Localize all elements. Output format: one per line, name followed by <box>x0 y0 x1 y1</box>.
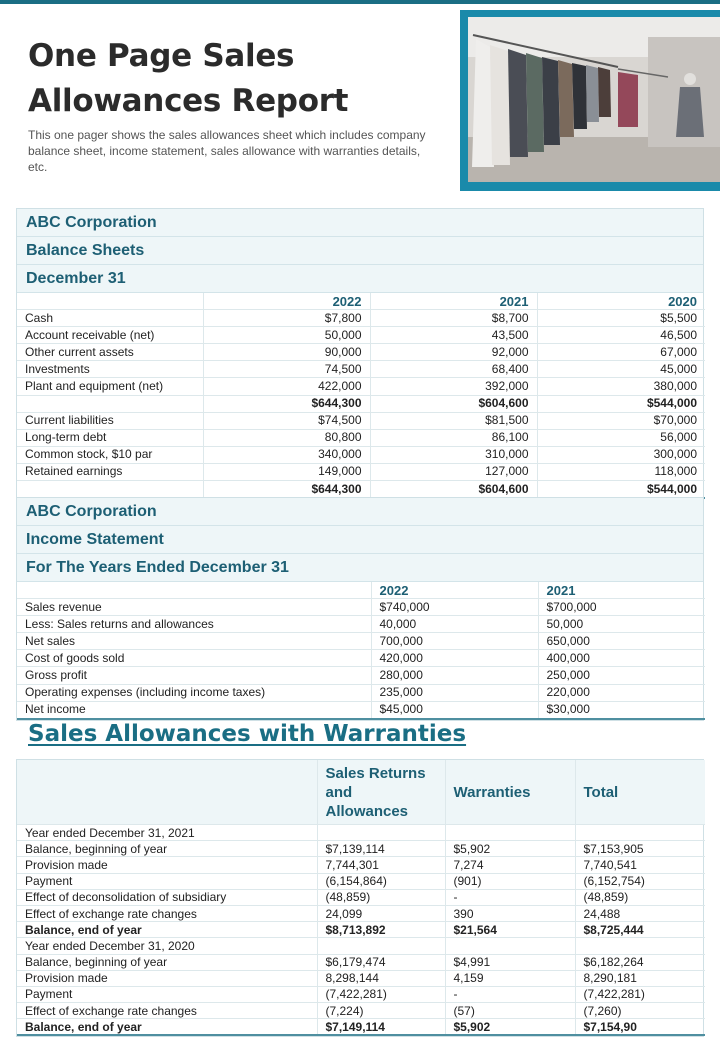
table-row <box>17 841 705 857</box>
row-value: - <box>445 986 575 1002</box>
row-value: 50,000 <box>538 616 705 633</box>
row-value: 7,740,541 <box>575 857 705 873</box>
column-header: 2021 <box>538 582 705 599</box>
row-value: 250,000 <box>538 667 705 684</box>
row-value: (6,152,754) <box>575 873 705 889</box>
table-row <box>17 1019 705 1036</box>
row-value: 422,000 <box>203 378 370 395</box>
table-row <box>17 361 705 378</box>
column-header: 2022 <box>371 582 538 599</box>
table-row <box>17 970 705 986</box>
balance-title: Balance Sheets <box>17 237 703 265</box>
row-label: Current liabilities <box>17 412 203 429</box>
table-row <box>17 633 705 650</box>
row-value: 80,800 <box>203 429 370 446</box>
column-header-row <box>17 293 705 310</box>
table-row <box>17 395 705 412</box>
row-label: Common stock, $10 par <box>17 446 203 463</box>
row-label <box>17 395 203 412</box>
row-label: Account receivable (net) <box>17 327 203 344</box>
row-value: 7,744,301 <box>317 857 445 873</box>
column-header: 2022 <box>203 293 370 310</box>
page-title-line1: One Page Sales <box>28 38 295 74</box>
page-title <box>28 34 448 124</box>
row-value: $604,600 <box>370 395 537 412</box>
table-row <box>17 378 705 395</box>
row-value: $604,600 <box>370 481 537 499</box>
column-header <box>17 582 371 599</box>
row-value: 40,000 <box>371 616 538 633</box>
row-label: Cash <box>17 310 203 327</box>
row-value: 392,000 <box>370 378 537 395</box>
row-value: $30,000 <box>538 701 705 719</box>
table-row <box>17 905 705 921</box>
page-title-line2: Allowances Report <box>28 83 349 119</box>
row-label: Provision made <box>17 970 317 986</box>
row-label: Effect of deconsolidation of subsidiary <box>17 889 317 905</box>
row-value: 280,000 <box>371 667 538 684</box>
top-accent-bar <box>0 0 720 4</box>
row-label: Effect of exchange rate changes <box>17 1003 317 1019</box>
column-header: Sales Returns and Allowances <box>317 760 445 825</box>
row-value: (901) <box>445 873 575 889</box>
row-value: $8,725,444 <box>575 922 705 938</box>
row-value: 118,000 <box>537 463 705 480</box>
table-row <box>17 954 705 970</box>
row-value: $700,000 <box>538 599 705 616</box>
row-value: 43,500 <box>370 327 537 344</box>
table-row <box>17 825 705 841</box>
row-value: $7,154,90 <box>575 1019 705 1036</box>
row-label: Other current assets <box>17 344 203 361</box>
income-company: ABC Corporation <box>17 498 703 526</box>
row-value: 46,500 <box>537 327 705 344</box>
row-value: $544,000 <box>537 395 705 412</box>
row-value: 74,500 <box>203 361 370 378</box>
row-label: Balance, end of year <box>17 1019 317 1036</box>
row-value: (7,422,281) <box>317 986 445 1002</box>
row-label: Sales revenue <box>17 599 371 616</box>
row-label: Cost of goods sold <box>17 650 371 667</box>
row-label: Balance, beginning of year <box>17 841 317 857</box>
row-value: 300,000 <box>537 446 705 463</box>
table-row <box>17 922 705 938</box>
row-value: $5,902 <box>445 1019 575 1036</box>
row-value: 86,100 <box>370 429 537 446</box>
row-value: 4,159 <box>445 970 575 986</box>
row-value <box>445 938 575 954</box>
income-title: Income Statement <box>17 526 703 554</box>
row-value: 400,000 <box>538 650 705 667</box>
row-value: $6,179,474 <box>317 954 445 970</box>
row-value: $7,139,114 <box>317 841 445 857</box>
row-label <box>17 481 203 499</box>
row-label: Gross profit <box>17 667 371 684</box>
column-header: 2021 <box>370 293 537 310</box>
row-value: - <box>445 889 575 905</box>
table-row <box>17 616 705 633</box>
table-row <box>17 857 705 873</box>
row-value: 92,000 <box>370 344 537 361</box>
row-value: 650,000 <box>538 633 705 650</box>
row-label: Plant and equipment (net) <box>17 378 203 395</box>
row-value: $7,153,905 <box>575 841 705 857</box>
row-value: $644,300 <box>203 481 370 499</box>
row-value: $70,000 <box>537 412 705 429</box>
row-value: $7,149,114 <box>317 1019 445 1036</box>
table-row <box>17 327 705 344</box>
row-value: (7,422,281) <box>575 986 705 1002</box>
row-label: Less: Sales returns and allowances <box>17 616 371 633</box>
row-value: 24,488 <box>575 905 705 921</box>
row-value: $6,182,264 <box>575 954 705 970</box>
balance-sheet-section <box>16 208 704 500</box>
row-value <box>317 938 445 954</box>
row-value <box>445 825 575 841</box>
row-value: $81,500 <box>370 412 537 429</box>
row-value: 149,000 <box>203 463 370 480</box>
row-value: 90,000 <box>203 344 370 361</box>
table-row <box>17 1003 705 1019</box>
row-value: $74,500 <box>203 412 370 429</box>
row-value: 310,000 <box>370 446 537 463</box>
row-value: $544,000 <box>537 481 705 499</box>
table-row <box>17 684 705 701</box>
row-value: 340,000 <box>203 446 370 463</box>
row-value: $8,713,892 <box>317 922 445 938</box>
warranties-table <box>17 760 705 1036</box>
column-header-row <box>17 760 705 825</box>
column-header <box>17 760 317 825</box>
table-row <box>17 650 705 667</box>
row-label: Payment <box>17 986 317 1002</box>
clothing-store-photo <box>460 10 720 191</box>
column-header: Total <box>575 760 705 825</box>
column-header-row <box>17 582 705 599</box>
row-label: Balance, end of year <box>17 922 317 938</box>
row-value: $740,000 <box>371 599 538 616</box>
row-value: $5,500 <box>537 310 705 327</box>
row-value <box>317 825 445 841</box>
row-value: $4,991 <box>445 954 575 970</box>
row-label: Long-term debt <box>17 429 203 446</box>
table-row <box>17 938 705 954</box>
row-value: $8,700 <box>370 310 537 327</box>
row-label: Balance, beginning of year <box>17 954 317 970</box>
intro-text: This one pager shows the sales allowances sheet which includes company balance sheet, income statement, sales allowance with warranties details, etc. <box>28 128 426 174</box>
column-header <box>17 293 203 310</box>
table-row <box>17 873 705 889</box>
row-label: Year ended December 31, 2020 <box>17 938 317 954</box>
row-label: Operating expenses (including income taxes) <box>17 684 371 701</box>
row-label: Payment <box>17 873 317 889</box>
row-value: $644,300 <box>203 395 370 412</box>
row-value: (7,224) <box>317 1003 445 1019</box>
row-value <box>575 938 705 954</box>
table-row <box>17 344 705 361</box>
table-row <box>17 429 705 446</box>
balance-sheet-table <box>17 293 705 499</box>
table-row <box>17 310 705 327</box>
row-value: 700,000 <box>371 633 538 650</box>
balance-date: December 31 <box>17 265 703 293</box>
row-value: 7,274 <box>445 857 575 873</box>
warranties-section <box>16 759 704 1037</box>
balance-company: ABC Corporation <box>17 209 703 237</box>
row-value: $7,800 <box>203 310 370 327</box>
row-value: 8,298,144 <box>317 970 445 986</box>
table-row <box>17 446 705 463</box>
income-period: For The Years Ended December 31 <box>17 554 703 582</box>
income-statement-table <box>17 582 705 720</box>
row-value: (57) <box>445 1003 575 1019</box>
table-row <box>17 599 705 616</box>
row-value: 56,000 <box>537 429 705 446</box>
row-value: 420,000 <box>371 650 538 667</box>
row-label: Investments <box>17 361 203 378</box>
row-value: 24,099 <box>317 905 445 921</box>
row-value: 220,000 <box>538 684 705 701</box>
table-row <box>17 986 705 1002</box>
row-label: Net sales <box>17 633 371 650</box>
row-label: Retained earnings <box>17 463 203 480</box>
row-label: Net income <box>17 701 371 719</box>
row-value: (7,260) <box>575 1003 705 1019</box>
row-value <box>575 825 705 841</box>
row-value: 380,000 <box>537 378 705 395</box>
income-statement-section <box>16 497 704 721</box>
warranties-title: Sales Allowances with Warranties <box>28 721 467 747</box>
column-header: Warranties <box>445 760 575 825</box>
row-label: Effect of exchange rate changes <box>17 905 317 921</box>
row-value: 68,400 <box>370 361 537 378</box>
row-label: Year ended December 31, 2021 <box>17 825 317 841</box>
table-row <box>17 463 705 480</box>
row-value: (48,859) <box>317 889 445 905</box>
table-row <box>17 889 705 905</box>
table-row <box>17 481 705 499</box>
clothing-rack-illustration <box>468 17 720 182</box>
row-value: 127,000 <box>370 463 537 480</box>
column-header: 2020 <box>537 293 705 310</box>
row-value: $21,564 <box>445 922 575 938</box>
row-value: (48,859) <box>575 889 705 905</box>
table-row <box>17 412 705 429</box>
table-row <box>17 667 705 684</box>
row-value: (6,154,864) <box>317 873 445 889</box>
row-value: $5,902 <box>445 841 575 857</box>
row-value: 8,290,181 <box>575 970 705 986</box>
row-value: 50,000 <box>203 327 370 344</box>
row-value: 390 <box>445 905 575 921</box>
row-value: 67,000 <box>537 344 705 361</box>
row-value: $45,000 <box>371 701 538 719</box>
row-value: 235,000 <box>371 684 538 701</box>
row-label: Provision made <box>17 857 317 873</box>
row-value: 45,000 <box>537 361 705 378</box>
